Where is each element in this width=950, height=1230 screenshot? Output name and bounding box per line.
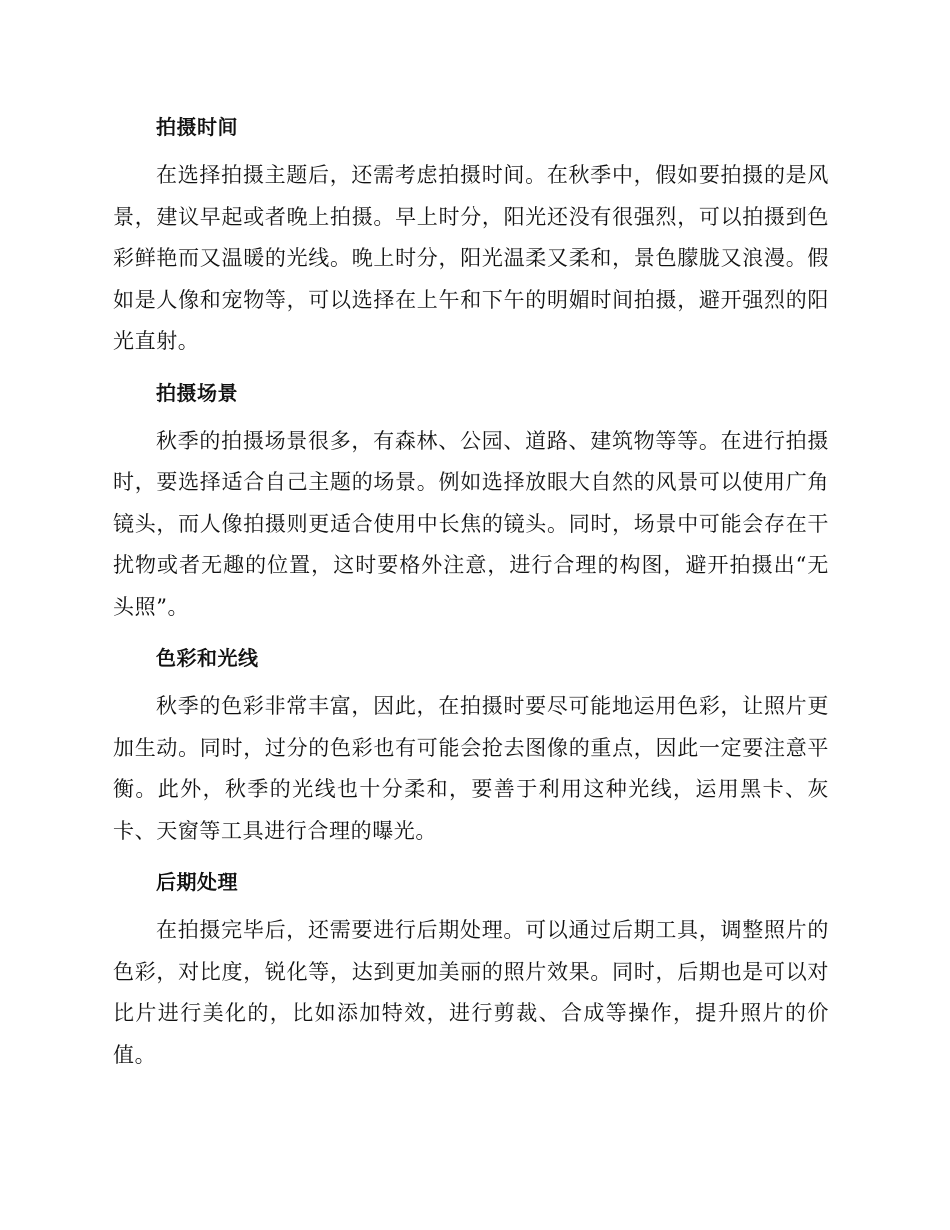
section-heading: 色彩和光线 [156, 646, 259, 670]
section-paragraph: 在拍摄完毕后，还需要进行后期处理。可以通过后期工具，调整照片的色彩，对比度，锐化等，达到更加美丽的照片效果。同时，后期也是可以对比片进行美化的，比如添加特效，进行剪裁、合成等操作，提升照片的价值。 [113, 918, 829, 1067]
section-shooting-time [113, 109, 829, 363]
document-page [113, 109, 829, 1088]
section-shooting-scene [113, 375, 829, 629]
section-color-and-light [113, 640, 829, 852]
section-heading: 后期处理 [156, 870, 238, 894]
section-heading: 拍摄时间 [156, 115, 238, 139]
section-heading: 拍摄场景 [156, 380, 238, 405]
section-paragraph: 秋季的拍摄场景很多，有森林、公园、道路、建筑物等等。在进行拍摄时，要选择适合自己主题的场景。例如选择放眼大自然的风景可以使用广角镜头，而人像拍摄则更适合使用中长焦的镜头。同时，场景中可能会存在干扰物或者无趣的位置，这时要格外注意，进行合理的构图，避开拍摄出“无头照”。 [113, 428, 829, 619]
section-post-processing [113, 864, 829, 1076]
section-paragraph: 秋季的色彩非常丰富，因此，在拍摄时要尽可能地运用色彩，让照片更加生动。同时，过分的色彩也有可能会抢去图像的重点，因此一定要注意平衡。此外，秋季的光线也十分柔和，要善于利用这种光线，运用黑卡、灰卡、天窗等工具进行合理的曝光。 [113, 694, 829, 843]
section-paragraph: 在选择拍摄主题后，还需考虑拍摄时间。在秋季中，假如要拍摄的是风景，建议早起或者晚上拍摄。早上时分，阳光还没有很强烈，可以拍摄到色彩鲜艳而又温暖的光线。晚上时分，阳光温柔又柔和，景色朦胧又浪漫。假如是人像和宠物等，可以选择在上午和下午的明媚时间拍摄，避开强烈的阳光直射。 [113, 163, 829, 353]
